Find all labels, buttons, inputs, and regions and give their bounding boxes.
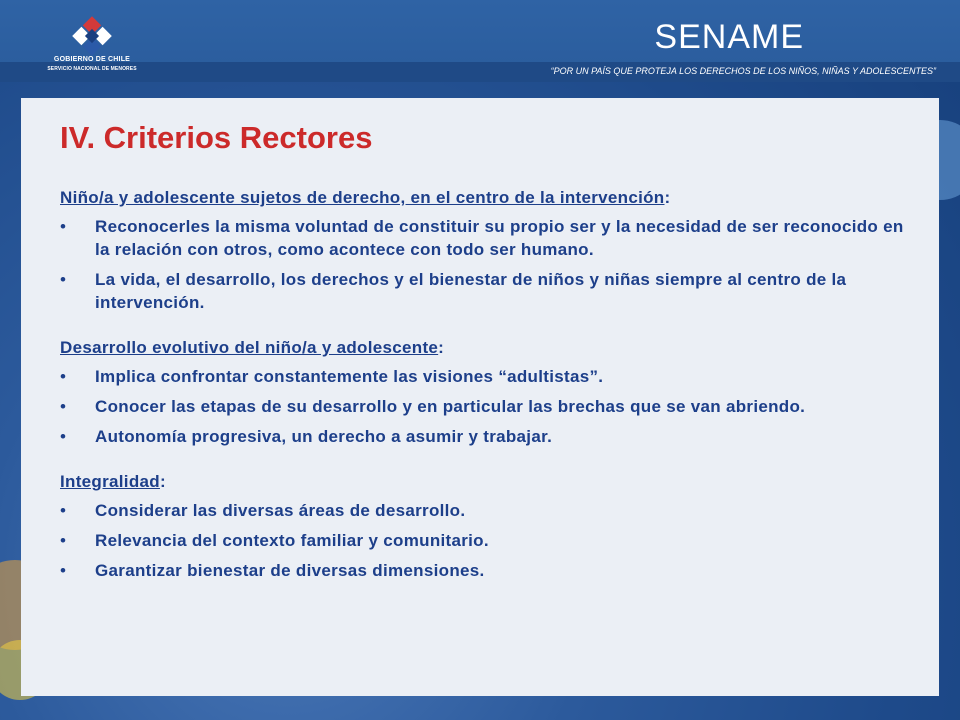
bullet-icon: • [60,427,67,446]
chile-emblem-icon [64,16,120,56]
sename-brand: SENAME [654,18,804,56]
gobierno-logo [44,16,140,78]
bullet-list [60,215,920,314]
bullet-list [60,365,920,448]
tagline: “POR UN PAÍS QUE PROTEJA LOS DERECHOS DE LOS NIÑOS, NIÑAS Y ADOLESCENTES” [550,66,936,76]
bullet-text: Considerar las diversas áreas de desarrollo. [95,501,466,520]
section-heading-text: Desarrollo evolutivo del niño/a y adolescente [60,338,439,357]
header-bar [0,0,960,82]
bullet-text: Implica confrontar constantemente las visiones “adultistas”. [95,367,604,386]
heading-colon: : [438,338,445,357]
bullet-icon: • [60,531,67,550]
section-heading [60,186,920,209]
bullet-icon: • [60,397,67,416]
bullet-text: La vida, el desarrollo, los derechos y el bienestar de niños y niñas siempre al centro de la intervención. [95,270,847,312]
bullet-list [60,499,920,582]
bullet-text: Garantizar bienestar de diversas dimensiones. [95,561,485,580]
section-heading [60,336,920,359]
heading-colon: : [664,188,671,207]
section-heading-text: Niño/a y adolescente sujetos de derecho, en el centro de la intervención [60,188,665,207]
content-panel [21,98,939,696]
section-desarrollo-evolutivo [60,336,920,448]
slide-title: IV. Criterios Rectores [60,120,373,155]
bullet-item [60,425,920,448]
bullet-item [60,365,920,388]
bullet-text: Relevancia del contexto familiar y comunitario. [95,531,489,550]
bullet-item [60,499,920,522]
bullet-item [60,559,920,582]
bullet-text: Conocer las etapas de su desarrollo y en particular las brechas que se van abriendo. [95,397,806,416]
bullet-item [60,529,920,552]
section-heading-text: Integralidad [60,472,160,491]
bullet-icon: • [60,270,67,289]
bullet-item [60,215,920,261]
logo-line-2: SERVICIO NACIONAL DE MENORES [47,66,137,72]
bullet-icon: • [60,367,67,386]
bullet-text: Autonomía progresiva, un derecho a asumir y trabajar. [95,427,553,446]
section-heading [60,470,920,493]
bullet-icon: • [60,501,67,520]
bullet-item [60,268,920,314]
heading-colon: : [159,472,166,491]
sections [60,186,920,604]
bullet-item [60,395,920,418]
bullet-icon: • [60,561,67,580]
bullet-icon: • [60,217,67,236]
bullet-text: Reconocerles la misma voluntad de constituir su propio ser y la necesidad de ser reconocido en la relación con otros, como acontece con todo ser humano. [95,217,904,259]
section-integralidad [60,470,920,582]
logo-line-1: GOBIERNO DE CHILE [53,56,131,63]
section-sujetos-de-derecho [60,186,920,314]
